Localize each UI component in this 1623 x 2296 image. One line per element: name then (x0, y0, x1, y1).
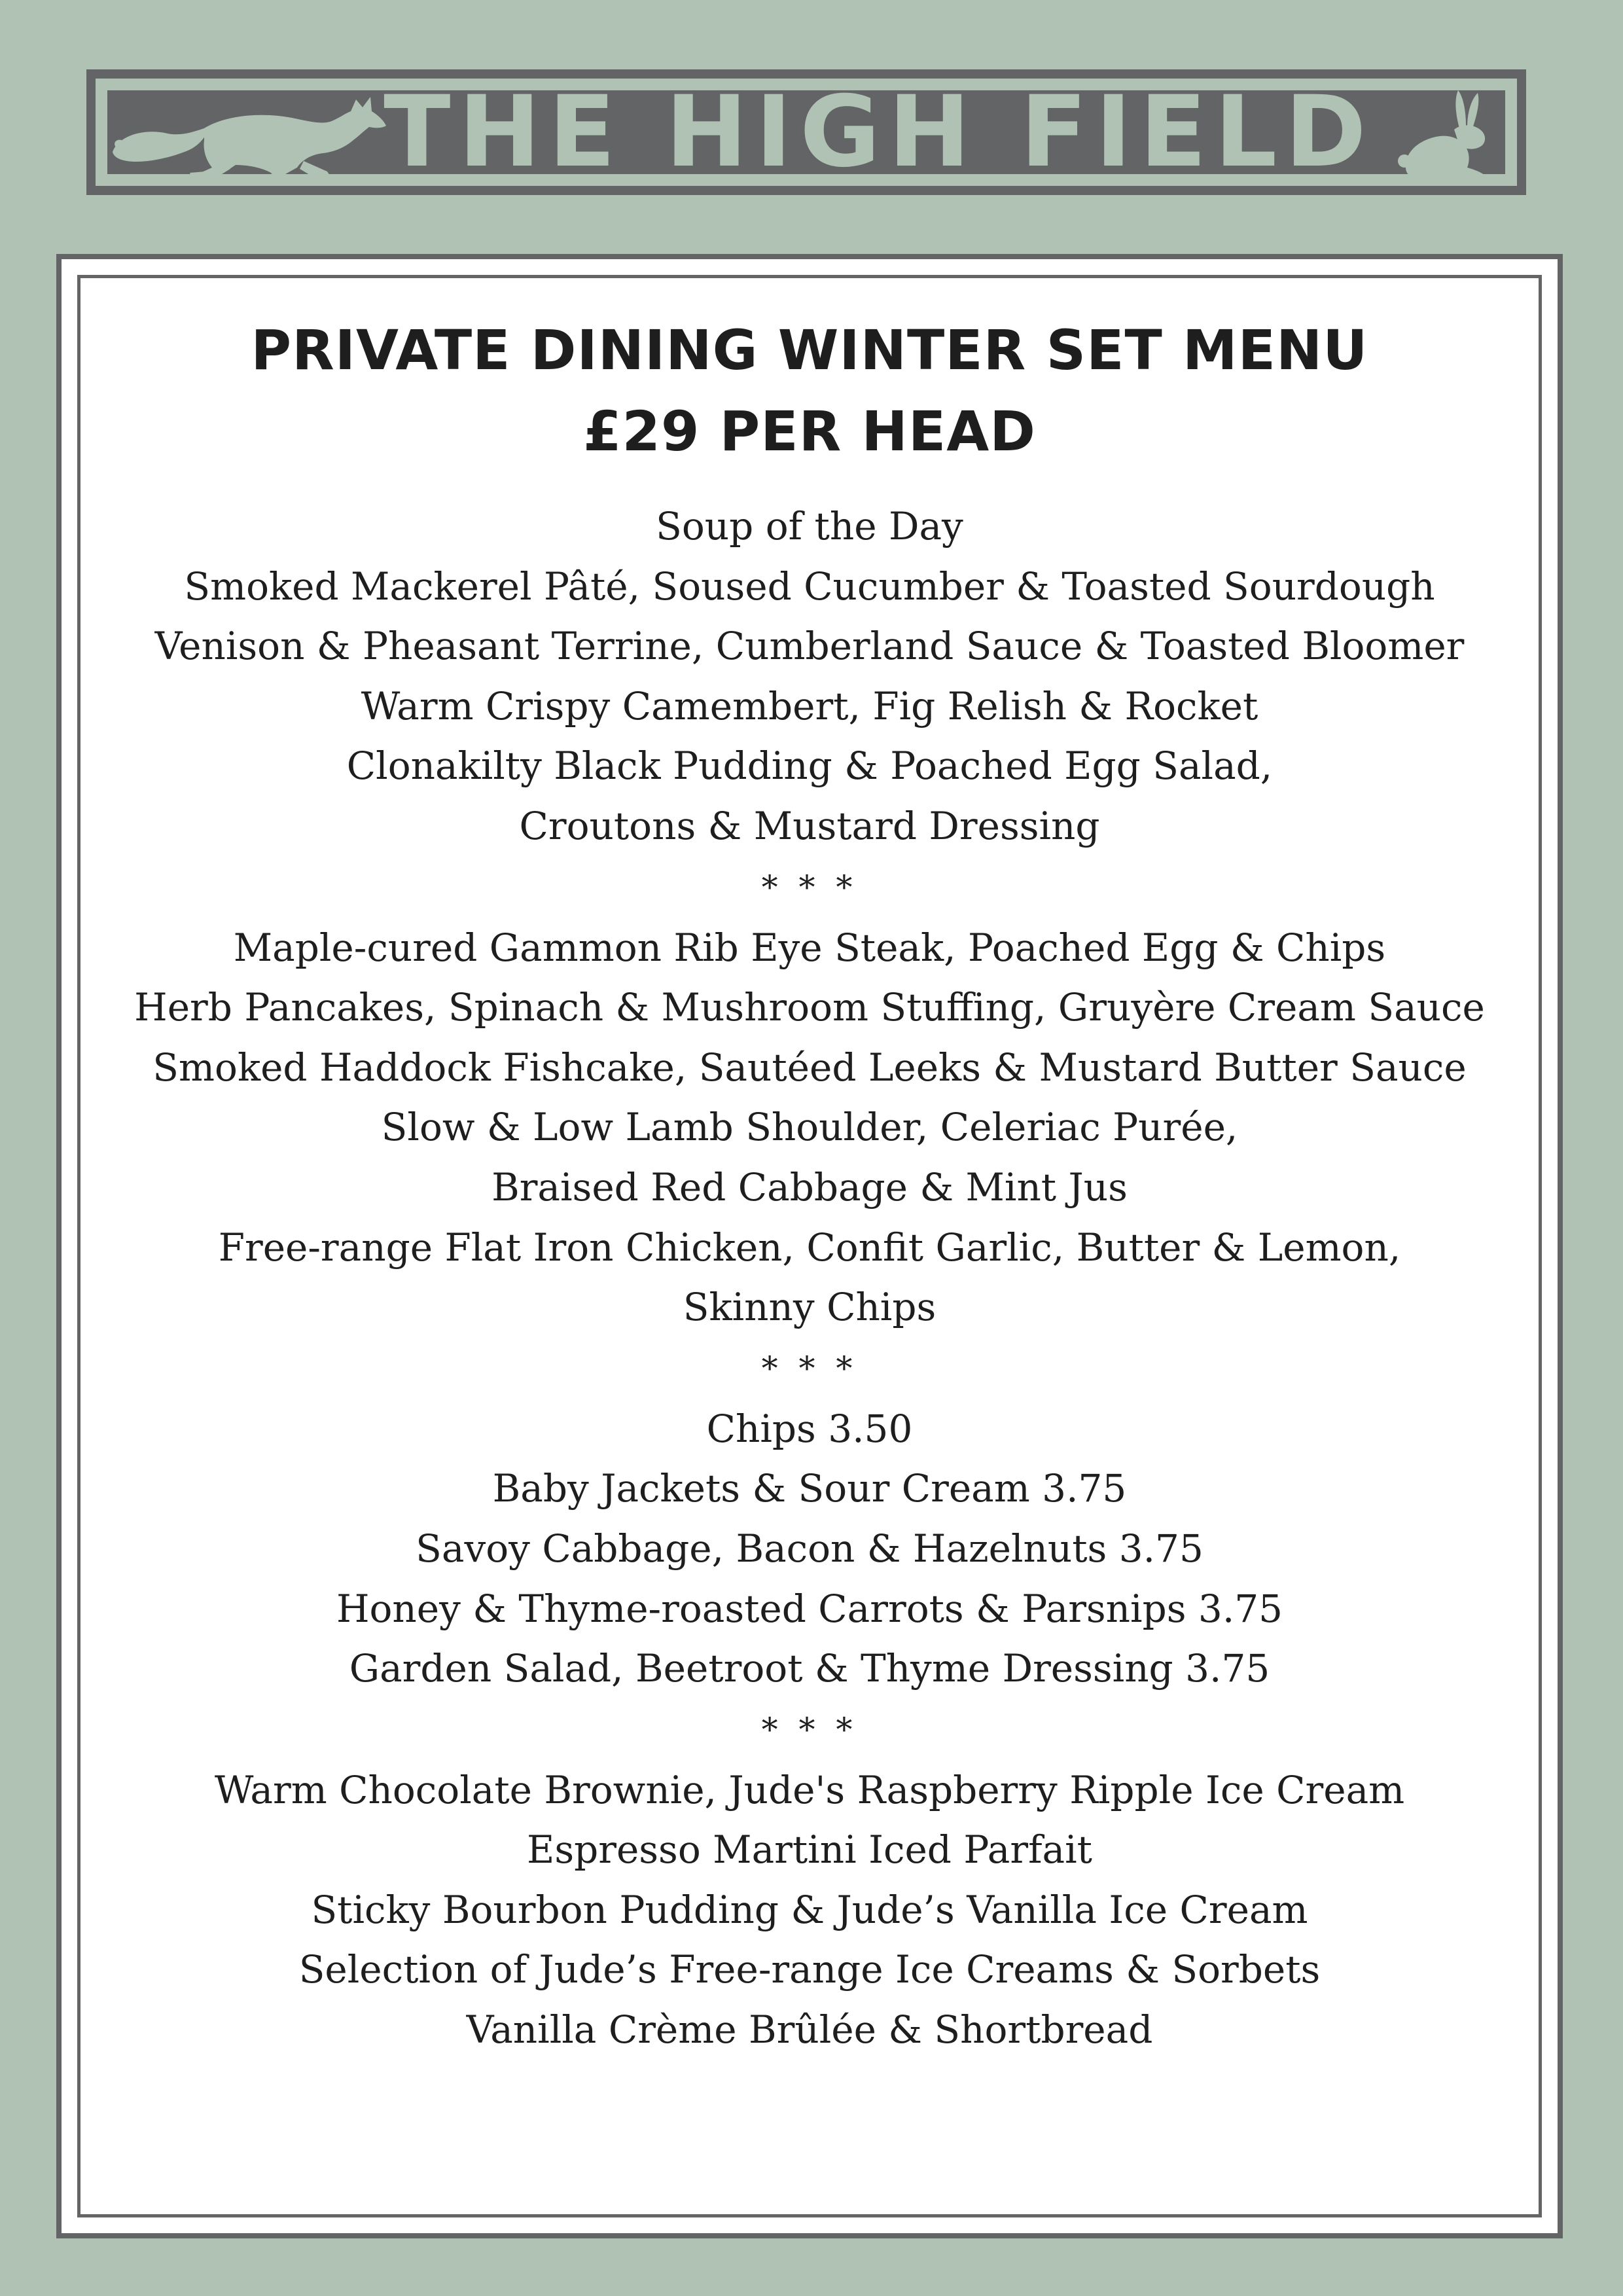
dessert-item: Sticky Bourbon Pudding & Jude’s Vanilla Ice Cream (311, 1887, 1308, 1932)
starter-item: Croutons & Mustard Dressing (519, 803, 1100, 848)
side-item: Garden Salad, Beetroot & Thyme Dressing 3.75 (349, 1646, 1270, 1691)
menu-items (80, 497, 1539, 2060)
main-item: Skinny Chips (683, 1285, 936, 1330)
course-separator: * * * (761, 1710, 858, 1749)
main-item: Braised Red Cabbage & Mint Jus (491, 1164, 1128, 1210)
menu-card-border (77, 275, 1542, 2217)
dessert-item: Espresso Martini Iced Parfait (527, 1827, 1092, 1873)
side-item: Baby Jackets & Sour Cream 3.75 (492, 1466, 1127, 1511)
restaurant-name: THE HIGH FIELD (383, 90, 1374, 174)
dessert-item: Selection of Jude’s Free-range Ice Creams & Sorbets (298, 1947, 1321, 1992)
banner-plate (107, 90, 1505, 174)
starter-item: Clonakilty Black Pudding & Poached Egg Salad, (346, 744, 1273, 789)
side-item: Chips 3.50 (706, 1406, 913, 1451)
side-item: Savoy Cabbage, Bacon & Hazelnuts 3.75 (416, 1526, 1204, 1571)
main-item: Slow & Low Lamb Shoulder, Celeriac Purée, (381, 1105, 1238, 1150)
dessert-item: Warm Chocolate Brownie, Jude's Raspberry Ripple Ice Cream (214, 1767, 1405, 1812)
dessert-item: Vanilla Crème Brûlée & Shortbread (466, 2007, 1153, 2053)
course-separator: * * * (761, 868, 858, 906)
menu-price: £29 PER HEAD (583, 399, 1036, 463)
menu-title: PRIVATE DINING WINTER SET MENU (251, 318, 1368, 382)
starter-item: Venison & Pheasant Terrine, Cumberland Sauce & Toasted Bloomer (154, 624, 1465, 669)
main-item: Free-range Flat Iron Chicken, Confit Garlic, Butter & Lemon, (218, 1225, 1401, 1270)
menu-heading-block (80, 310, 1539, 472)
banner (86, 69, 1526, 195)
starter-item: Smoked Mackerel Pâté, Soused Cucumber & Toasted Sourdough (184, 564, 1435, 609)
fox-icon (107, 90, 389, 174)
main-item: Smoked Haddock Fishcake, Sautéed Leeks & Mustard Butter Sauce (152, 1045, 1467, 1090)
course-separator: * * * (761, 1349, 858, 1388)
menu-card (56, 254, 1563, 2238)
side-item: Honey & Thyme-roasted Carrots & Parsnips 3.75 (336, 1586, 1283, 1631)
main-item: Herb Pancakes, Spinach & Mushroom Stuffing, Gruyère Cream Sauce (134, 985, 1485, 1030)
starter-item: Soup of the Day (656, 504, 963, 548)
hare-icon (1391, 90, 1503, 174)
starter-item: Warm Crispy Camembert, Fig Relish & Rocket (361, 683, 1258, 728)
main-item: Maple-cured Gammon Rib Eye Steak, Poached Egg & Chips (233, 925, 1386, 970)
